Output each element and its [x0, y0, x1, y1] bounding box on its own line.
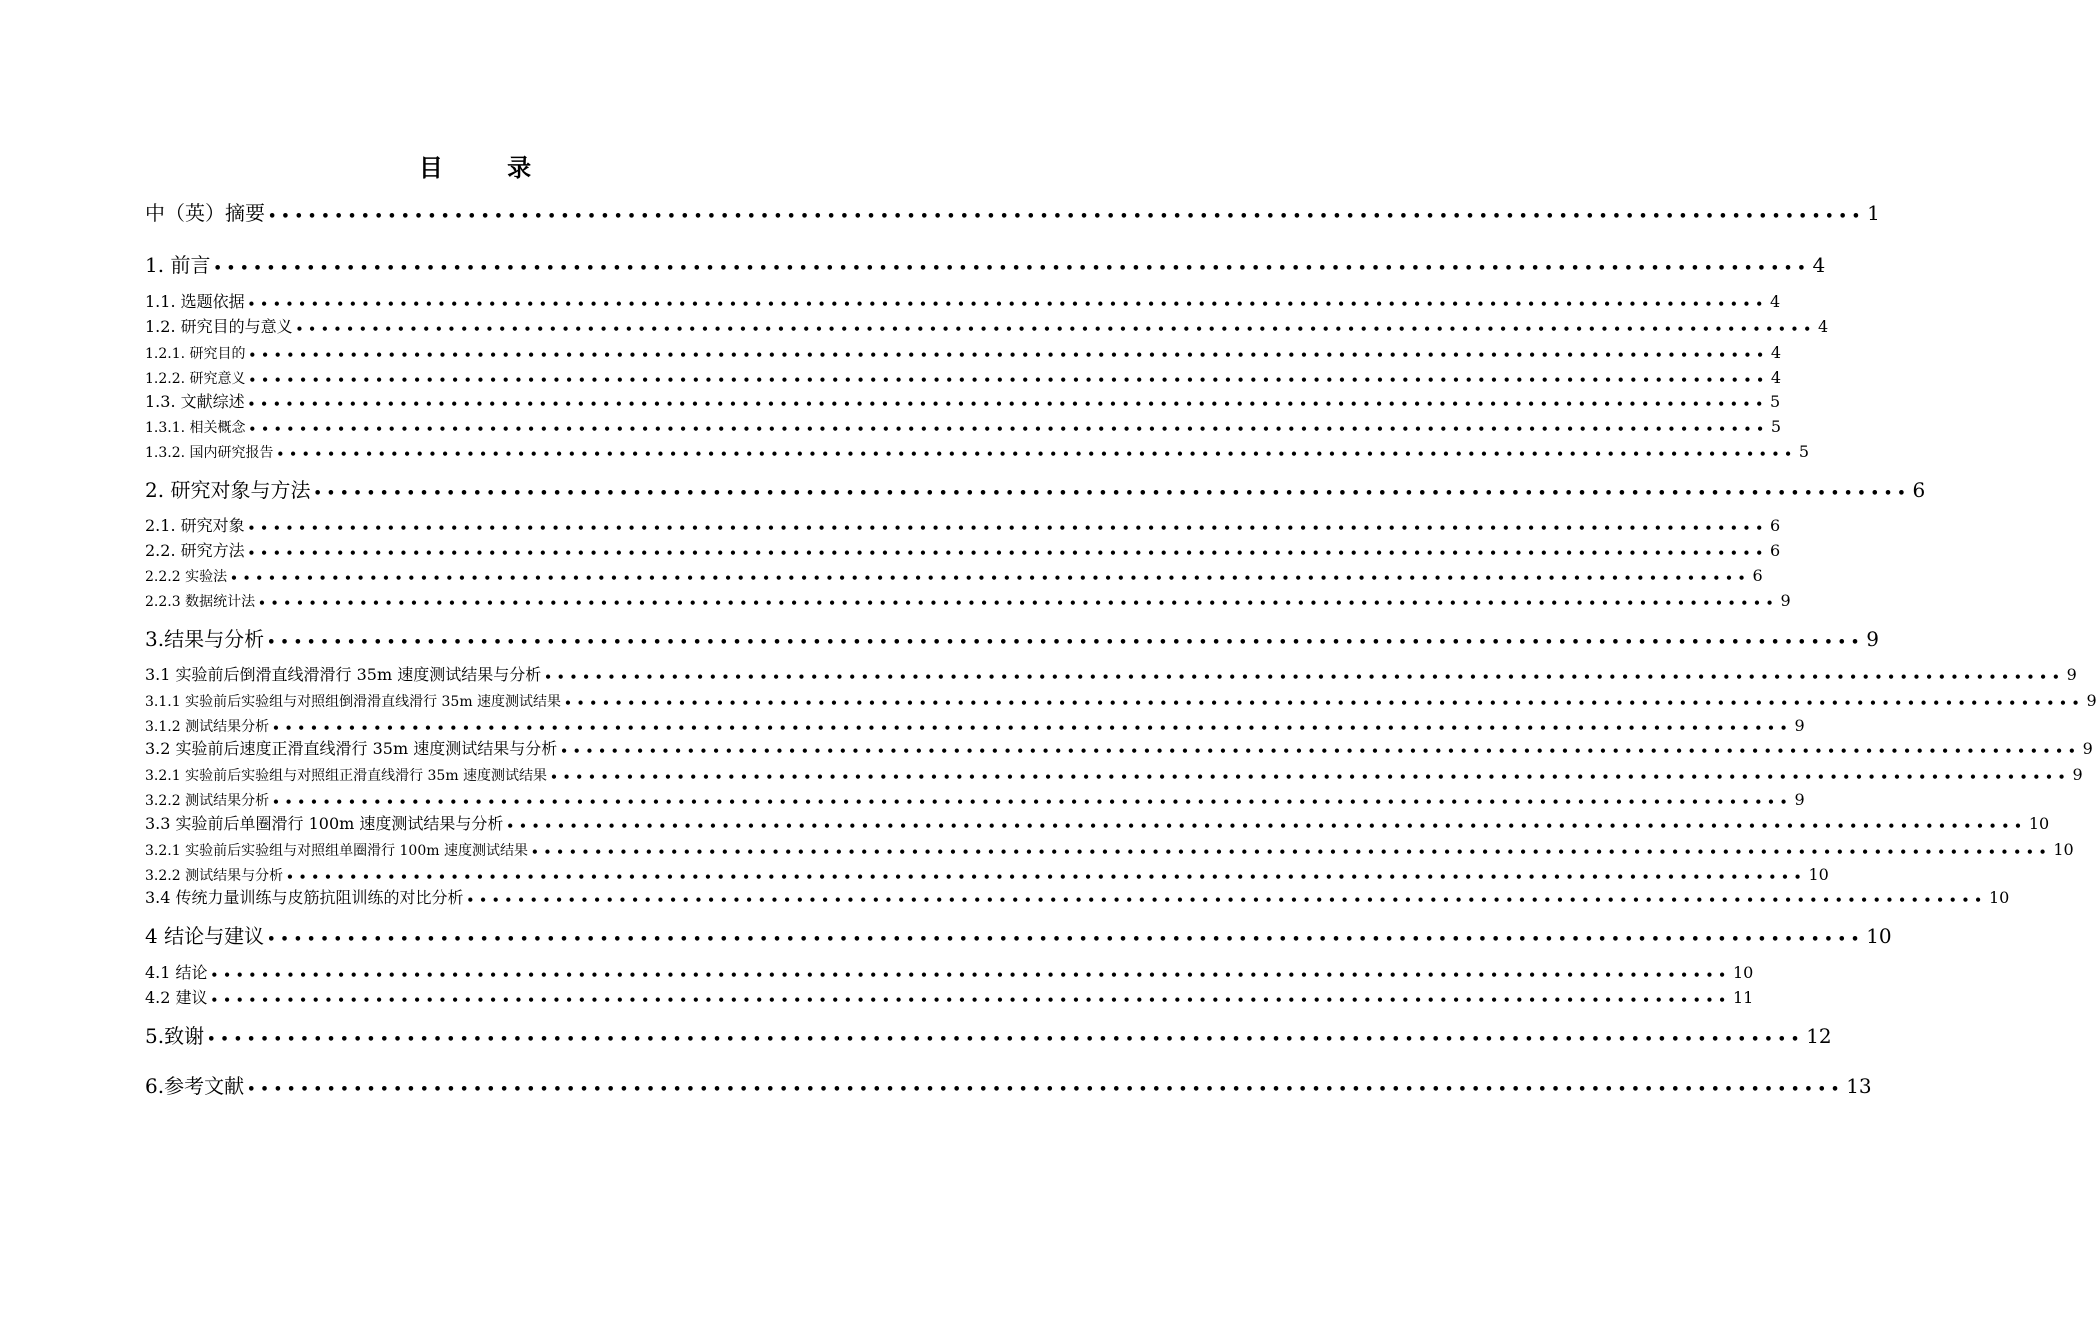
toc-entry-label: 4.2 建议	[145, 988, 208, 1007]
toc-leader-dots: ••••••••••••••••••••••••••••••••••••••••••••••••••••••••••••••••••••••••••••••••••••••••••••••••••••••••••••••••••••••••	[506, 819, 2027, 833]
toc-entry-page: 1	[1867, 201, 1880, 225]
toc-leader-dots: ••••••••••••••••••••••••••••••••••••••••••••••••••••••••••••••••••••••••••••••••••••••••••••••••••••••••••••••••••••••••	[247, 546, 1769, 560]
toc-entry-label: 3.3 实验前后单圈滑行 100m 速度测试结果与分析	[145, 814, 504, 833]
toc-entry[interactable]	[145, 924, 1892, 948]
toc-entry-label: 1. 前言	[145, 253, 211, 277]
toc-entry-label: 3.2 实验前后速度正滑直线滑行 35m 速度测试结果与分析	[145, 739, 558, 758]
toc-entry-label: 1.3.1. 相关概念	[145, 420, 246, 436]
toc-entry-page: 6	[1752, 566, 1763, 585]
toc-entry-page: 4	[1770, 292, 1781, 311]
toc-leader-dots: ••••••••••••••••••••••••••••••••••••••••••••••••••••••••••••••••••••••••••••••••••••••••••••••••••••••••••••••••••••••••	[544, 670, 2065, 684]
toc-leader-dots: ••••••••••••••••••••••••••••••••••••••••••••••••••••••••••••••••••••••••••••••••••••••••••••••••••••••••••••••••••••••••	[247, 521, 1769, 535]
toc-entry-page: 4	[1770, 368, 1782, 387]
toc-leader-dots: ••••••••••••••••••••••••••••••••••••••••••••••••••••••••••••••••••••••••••••••••••••••••••••••••••••••••••••••••••••••••	[210, 968, 1731, 982]
toc-entry-page: 4	[1812, 253, 1826, 277]
toc-leader-dots: ••••••••••••••••••••••••••••••••••••••••••••••••••••••••••••••••••••••••••••••••••••••••••••••••••••••••••••••••••••••••	[247, 397, 1769, 411]
toc-leader-dots: ••••••••••••••••••••••••••••••••••••••••••••••••••••••••••••••••••••••••••••••••••••••••••••••••••••••••••••••••••••••••	[295, 322, 1817, 336]
toc-entry-label: 3.2.2 测试结果与分析	[145, 868, 284, 884]
toc-entry-page: 9	[1780, 591, 1791, 610]
toc-entry-page: 9	[1794, 716, 1805, 735]
toc-entry-label: 3.1.1 实验前后实验组与对照组倒滑滑直线滑行 35m 速度测试结果	[145, 694, 562, 710]
toc-entry[interactable]	[145, 392, 1781, 411]
toc-entry-page: 9	[2082, 739, 2093, 758]
toc-leader-dots: ••••••••••••••••••••••••••••••••••••••••••••••••••••••••••••••••••••••••••••••••••••••••••••••••••••••••••••••••••••••••	[272, 795, 1793, 809]
toc-leader-dots: ••••••••••••••••••••••••••••••••••••••••••••••••••••••••••••••••••••••••••••••••••••••••••••••••••••••••••••••••••••••••	[247, 297, 1769, 311]
toc-leader-dots: ••••••••••••••••••••••••••••••••••••••••••••••••••••••••••••••••••••••••••••••••••••••••••••••••••••••••••••••••••••••••	[286, 870, 1807, 884]
toc-entry-label: 3.2.1 实验前后实验组与对照组正滑直线滑行 35m 速度测试结果	[145, 768, 548, 784]
toc-entry-page: 13	[1846, 1074, 1872, 1098]
toc-leader-dots: ••••••••••••••••••••••••••••••••••••••••••••••••••••••••••••••••••••••••••••••••••••••••••••••••••••••••••••••••••••••••	[272, 721, 1793, 735]
toc-entry[interactable]	[145, 865, 1829, 884]
toc-leader-dots: ••••••••••••••••••••••••••••••••••••••••••••••••••••••••••••••••••••••••••••••••••••••••••••••••••••••••••••••••••••••••	[268, 209, 1866, 224]
toc-entry[interactable]	[145, 739, 2093, 758]
toc-entry[interactable]	[145, 988, 1754, 1007]
toc-leader-dots: ••••••••••••••••••••••••••••••••••••••••••••••••••••••••••••••••••••••••••••••••••••••••••••••••••••••••••••••••••••••••	[313, 486, 1911, 501]
toc-entry-page: 4	[1770, 343, 1782, 362]
toc-entry[interactable]	[145, 790, 1805, 809]
toc-entry-label: 3.4 传统力量训练与皮筋抗阻训练的对比分析	[145, 888, 464, 907]
toc-entry-page: 10	[1808, 865, 1829, 884]
toc-entry[interactable]	[145, 292, 1781, 311]
toc-entry-page: 11	[1732, 988, 1754, 1007]
toc-entry-label: 1.1. 选题依据	[145, 292, 245, 311]
toc-entry-label: 1.3. 文献综述	[145, 392, 245, 411]
toc-entry-label: 3.1.2 测试结果分析	[145, 719, 270, 735]
toc-entry[interactable]	[145, 591, 1791, 610]
toc-entry-page: 9	[2066, 665, 2077, 684]
toc-entry[interactable]	[145, 442, 1810, 461]
toc-leader-dots: ••••••••••••••••••••••••••••••••••••••••••••••••••••••••••••••••••••••••••••••••••••••••••••••••••••••••••••••••••••••••	[210, 993, 1731, 1007]
toc-entry-label: 4.1 结论	[145, 963, 208, 982]
toc-entry-label: 5.致谢	[145, 1024, 205, 1048]
toc-entry-label: 1.2.2. 研究意义	[145, 371, 246, 387]
toc-entry[interactable]	[145, 417, 1782, 436]
toc-leader-dots: ••••••••••••••••••••••••••••••••••••••••••••••••••••••••••••••••••••••••••••••••••••••••••••••••••••••••••••••••••••••••	[550, 770, 2071, 784]
toc-leader-dots: ••••••••••••••••••••••••••••••••••••••••••••••••••••••••••••••••••••••••••••••••••••••••••••••••••••••••••••••••••••••••	[267, 635, 1865, 650]
toc-entry-label: 2.1. 研究对象	[145, 516, 245, 535]
toc-entry[interactable]	[145, 814, 2050, 833]
toc-entry-page: 9	[2072, 765, 2083, 784]
toc-entry-page: 9	[2086, 691, 2097, 710]
toc-entry-label: 3.2.1 实验前后实验组与对照组单圈滑行 100m 速度测试结果	[145, 843, 528, 859]
toc-entry-page: 6	[1912, 478, 1926, 502]
toc-entry-label: 3.2.2 测试结果分析	[145, 793, 270, 809]
toc-entry[interactable]	[145, 368, 1782, 387]
toc-entry[interactable]	[145, 627, 1879, 651]
toc-entry-page: 9	[1866, 627, 1879, 651]
toc-entry-page: 5	[1770, 417, 1782, 436]
toc-entry-page: 9	[1794, 790, 1805, 809]
toc-entry[interactable]	[145, 478, 1926, 502]
toc-leader-dots: ••••••••••••••••••••••••••••••••••••••••••••••••••••••••••••••••••••••••••••••••••••••••••••••••••••••••••••••••••••••••	[276, 447, 1797, 461]
toc-entry-page: 10	[1732, 963, 1754, 982]
toc-entry-label: 1.2.1. 研究目的	[145, 346, 246, 362]
toc-entry-page: 6	[1770, 516, 1781, 535]
toc-entry-label: 2.2.3 数据统计法	[145, 594, 256, 610]
toc-entry[interactable]	[145, 566, 1763, 585]
toc-title: 目 录	[418, 153, 560, 182]
toc-entry-page: 10	[1866, 924, 1892, 948]
toc-entry-label: 3.1 实验前后倒滑直线滑滑行 35m 速度测试结果与分析	[145, 665, 542, 684]
toc-entry-label: 4 结论与建议	[145, 924, 265, 948]
toc-entry[interactable]	[145, 541, 1781, 560]
toc-entry-page: 5	[1798, 442, 1810, 461]
toc-entry[interactable]	[145, 888, 2010, 907]
toc-entry[interactable]	[145, 1074, 1872, 1098]
toc-entry[interactable]	[145, 343, 1782, 362]
toc-entry-page: 10	[2028, 814, 2050, 833]
toc-entry[interactable]	[145, 691, 2097, 710]
toc-entry[interactable]	[145, 253, 1826, 277]
toc-entry-label: 1.3.2. 国内研究报告	[145, 445, 274, 461]
toc-leader-dots: ••••••••••••••••••••••••••••••••••••••••••••••••••••••••••••••••••••••••••••••••••••••••••••••••••••••••••••••••••••••••	[466, 893, 1987, 907]
toc-leader-dots: ••••••••••••••••••••••••••••••••••••••••••••••••••••••••••••••••••••••••••••••••••••••••••••••••••••••••••••••••••••••••	[213, 261, 1811, 276]
toc-entry-page: 5	[1770, 392, 1781, 411]
toc-entry[interactable]	[145, 1024, 1832, 1048]
toc-entry-page: 12	[1806, 1024, 1832, 1048]
toc-entry[interactable]	[145, 963, 1754, 982]
toc-entry-page: 10	[2053, 840, 2074, 859]
toc-entry-label: 3.结果与分析	[145, 627, 265, 651]
toc-entry[interactable]	[145, 317, 1829, 336]
toc-entry[interactable]	[145, 716, 1805, 735]
toc-entry-page: 4	[1818, 317, 1829, 336]
toc-entry-label: 2. 研究对象与方法	[145, 478, 311, 502]
toc-leader-dots: ••••••••••••••••••••••••••••••••••••••••••••••••••••••••••••••••••••••••••••••••••••••••••••••••••••••••••••••••••••••••	[258, 596, 1779, 610]
toc-entry-label: 中（英）摘要	[145, 201, 265, 225]
toc-entry[interactable]	[145, 665, 2077, 684]
toc-entry-label: 2.2. 研究方法	[145, 541, 245, 560]
toc-entry[interactable]	[145, 201, 1880, 225]
toc-entry-label: 2.2.2 实验法	[145, 569, 228, 585]
toc-entry-page: 6	[1770, 541, 1781, 560]
toc-entry-page: 10	[1988, 888, 2010, 907]
toc-entry-label: 1.2. 研究目的与意义	[145, 317, 293, 336]
toc-leader-dots: ••••••••••••••••••••••••••••••••••••••••••••••••••••••••••••••••••••••••••••••••••••••••••••••••••••••••••••••••••••••••	[560, 744, 2081, 758]
toc-leader-dots: ••••••••••••••••••••••••••••••••••••••••••••••••••••••••••••••••••••••••••••••••••••••••••••••••••••••••••••••••••••••••	[248, 373, 1769, 387]
toc-leader-dots: ••••••••••••••••••••••••••••••••••••••••••••••••••••••••••••••••••••••••••••••••••••••••••••••••••••••••••••••••••••••••	[230, 571, 1751, 585]
toc-leader-dots: ••••••••••••••••••••••••••••••••••••••••••••••••••••••••••••••••••••••••••••••••••••••••••••••••••••••••••••••••••••••••	[530, 845, 2052, 859]
toc-leader-dots: ••••••••••••••••••••••••••••••••••••••••••••••••••••••••••••••••••••••••••••••••••••••••••••••••••••••••••••••••••••••••	[267, 932, 1865, 947]
toc-leader-dots: ••••••••••••••••••••••••••••••••••••••••••••••••••••••••••••••••••••••••••••••••••••••••••••••••••••••••••••••••••••••••	[247, 1082, 1845, 1097]
toc-leader-dots: ••••••••••••••••••••••••••••••••••••••••••••••••••••••••••••••••••••••••••••••••••••••••••••••••••••••••••••••••••••••••	[248, 348, 1769, 362]
toc-entry-label: 6.参考文献	[145, 1074, 245, 1098]
toc-leader-dots: ••••••••••••••••••••••••••••••••••••••••••••••••••••••••••••••••••••••••••••••••••••••••••••••••••••••••••••••••••••••••	[248, 422, 1769, 436]
toc-entry[interactable]	[145, 516, 1781, 535]
toc-entry[interactable]	[145, 765, 2083, 784]
toc-leader-dots: ••••••••••••••••••••••••••••••••••••••••••••••••••••••••••••••••••••••••••••••••••••••••••••••••••••••••••••••••••••••••	[207, 1032, 1805, 1047]
toc-leader-dots: ••••••••••••••••••••••••••••••••••••••••••••••••••••••••••••••••••••••••••••••••••••••••••••••••••••••••••••••••••••••••	[564, 696, 2085, 710]
toc-entry[interactable]	[145, 840, 2074, 859]
